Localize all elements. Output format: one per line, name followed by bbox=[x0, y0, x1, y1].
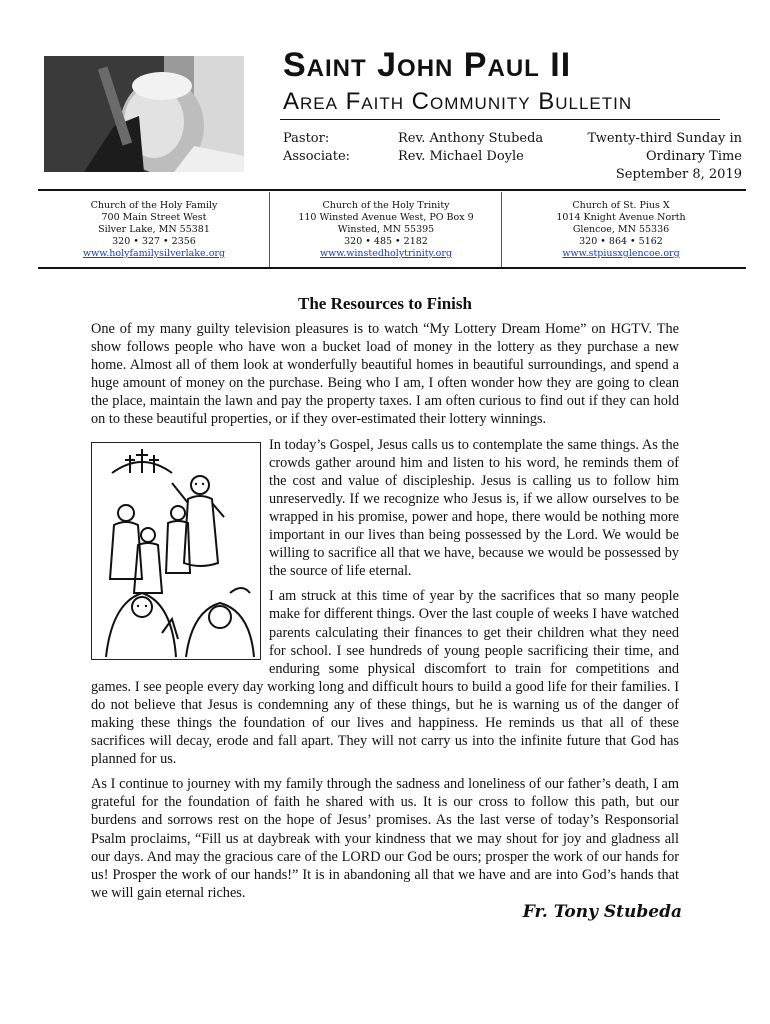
church-phone: 320 • 485 • 2182 bbox=[344, 236, 428, 247]
sunday-line-2: Ordinary Time bbox=[645, 149, 742, 164]
paragraph-text-intro: One of my many guilty television pleasures is to watch “My Lottery Dream Home” on HGTV. The show follows people who have won a bucket load of money in the lottery as they purchase a new home. Almost all of them look at wonderfully beautiful homes in beautiful surroundings, and spend a huge amount of money on the purchase. Being who I am, I often wonder how they are going to clean the place, maintain the lawn and pay the property taxes. I am often curious to find out if they can hold on to these beautiful properties, or if they over-estimated their lottery winnings. bbox=[91, 321, 679, 428]
church-phone: 320 • 864 • 5162 bbox=[579, 236, 663, 247]
church-city: Glencoe, MN 55336 bbox=[572, 224, 670, 235]
article-body bbox=[91, 320, 679, 909]
signature: Fr. Tony Stubeda bbox=[522, 902, 682, 922]
subtitle-rule bbox=[280, 119, 720, 120]
church-name: Church of St. Pius X bbox=[572, 200, 670, 211]
church-name: Church of the Holy Trinity bbox=[322, 200, 450, 211]
paragraph-text-gospel: In today’s Gospel, Jesus calls us to contemplate the same things. As the crowds gather around him and listen to his word, he reminds them of the cost and value of discipleship. Jesus is calling us to follow him unreservedly. If we recognize who Jesus is, if we allow ourselves to be wrapped in his promise, power and hope, there would be nothing more important in our lives than being possessed by the Lord. We would be willing to sacrifice all that we have, because we would be possessed by the source of life eternal. bbox=[269, 436, 679, 580]
bulletin-date: September 8, 2019 bbox=[615, 167, 742, 182]
crucifixion-illustration bbox=[91, 442, 261, 660]
church-box-bottom-rule bbox=[38, 267, 746, 269]
church-website-link[interactable]: www.stpiusxglencoe.org bbox=[562, 248, 680, 259]
article-heading: The Resources to Finish bbox=[298, 294, 472, 313]
church-city: Winsted, MN 55395 bbox=[337, 224, 435, 235]
pope-photo bbox=[44, 56, 244, 172]
sunday-line-1: Twenty-third Sunday in bbox=[587, 131, 742, 146]
pastor-label: Pastor: bbox=[283, 131, 330, 146]
church-phone: 320 • 327 • 2356 bbox=[112, 236, 196, 247]
liturgical-date bbox=[542, 130, 742, 184]
church-website-link[interactable]: www.holyfamilysilverlake.org bbox=[82, 248, 226, 259]
church-holy-trinity bbox=[270, 200, 502, 260]
church-st-pius bbox=[505, 200, 737, 260]
article-paragraph bbox=[91, 320, 679, 429]
article-paragraph bbox=[91, 775, 679, 902]
paragraph-text-sacrifice: I am struck at this time of year by the sacrifices that so many people make for different things. Over the last couple of weeks I have watched parents calculating their finances to get their children what they need for school. I see hundreds of young people sacrificing their time, and enduring some physical discomfort to train for competitions and games. I see people every day working long and difficult hours to build a good life for their families. I do not believe that Jesus is condemning any of these things, but he is warning us of the danger of making these things the foundation of our lives and happiness. He reminds us that all of these sacrifices will decay, erode and fall apart. They will not carry us into the infinite future that God has planned for us. bbox=[91, 588, 679, 768]
clergy-labels bbox=[283, 130, 350, 166]
church-holy-family bbox=[38, 200, 270, 260]
church-website-link[interactable]: www.winstedholytrinity.org bbox=[319, 248, 453, 259]
church-city: Silver Lake, MN 55381 bbox=[98, 224, 210, 235]
paragraph-text-journey: As I continue to journey with my family through the sadness and loneliness of our father’s death, I am grateful for the foundation of faith he shared with us. It is our cross to follow this path, but our burdens and sorrows rest on the hope of Jesus’ promises. As the last verse of today’s Responsorial Psalm proclaims, “Fill us at daybreak with your kindness that we may shout for joy and gladness all our days. And may the gracious care of the LORD our God be ours; prosper the work of our hands for us! Prosper the work of our hands!” It is in abandoning all that we have and are into God’s hands that we will gain eternal riches. bbox=[91, 776, 679, 901]
church-street: 700 Main Street West bbox=[101, 212, 207, 223]
associate-label: Associate: bbox=[283, 149, 351, 164]
associate-name: Rev. Michael Doyle bbox=[398, 149, 524, 164]
church-divider bbox=[501, 192, 502, 267]
church-box-top-rule bbox=[38, 189, 746, 191]
bulletin-title: Saint John Paul II bbox=[283, 46, 572, 84]
church-street: 110 Winsted Avenue West, PO Box 9 bbox=[298, 212, 474, 223]
pastor-name: Rev. Anthony Stubeda bbox=[398, 131, 544, 146]
clergy-names bbox=[398, 130, 543, 166]
bulletin-subtitle: Area Faith Community Bulletin bbox=[283, 88, 633, 115]
church-name: Church of the Holy Family bbox=[90, 200, 218, 211]
church-street: 1014 Knight Avenue North bbox=[556, 212, 686, 223]
